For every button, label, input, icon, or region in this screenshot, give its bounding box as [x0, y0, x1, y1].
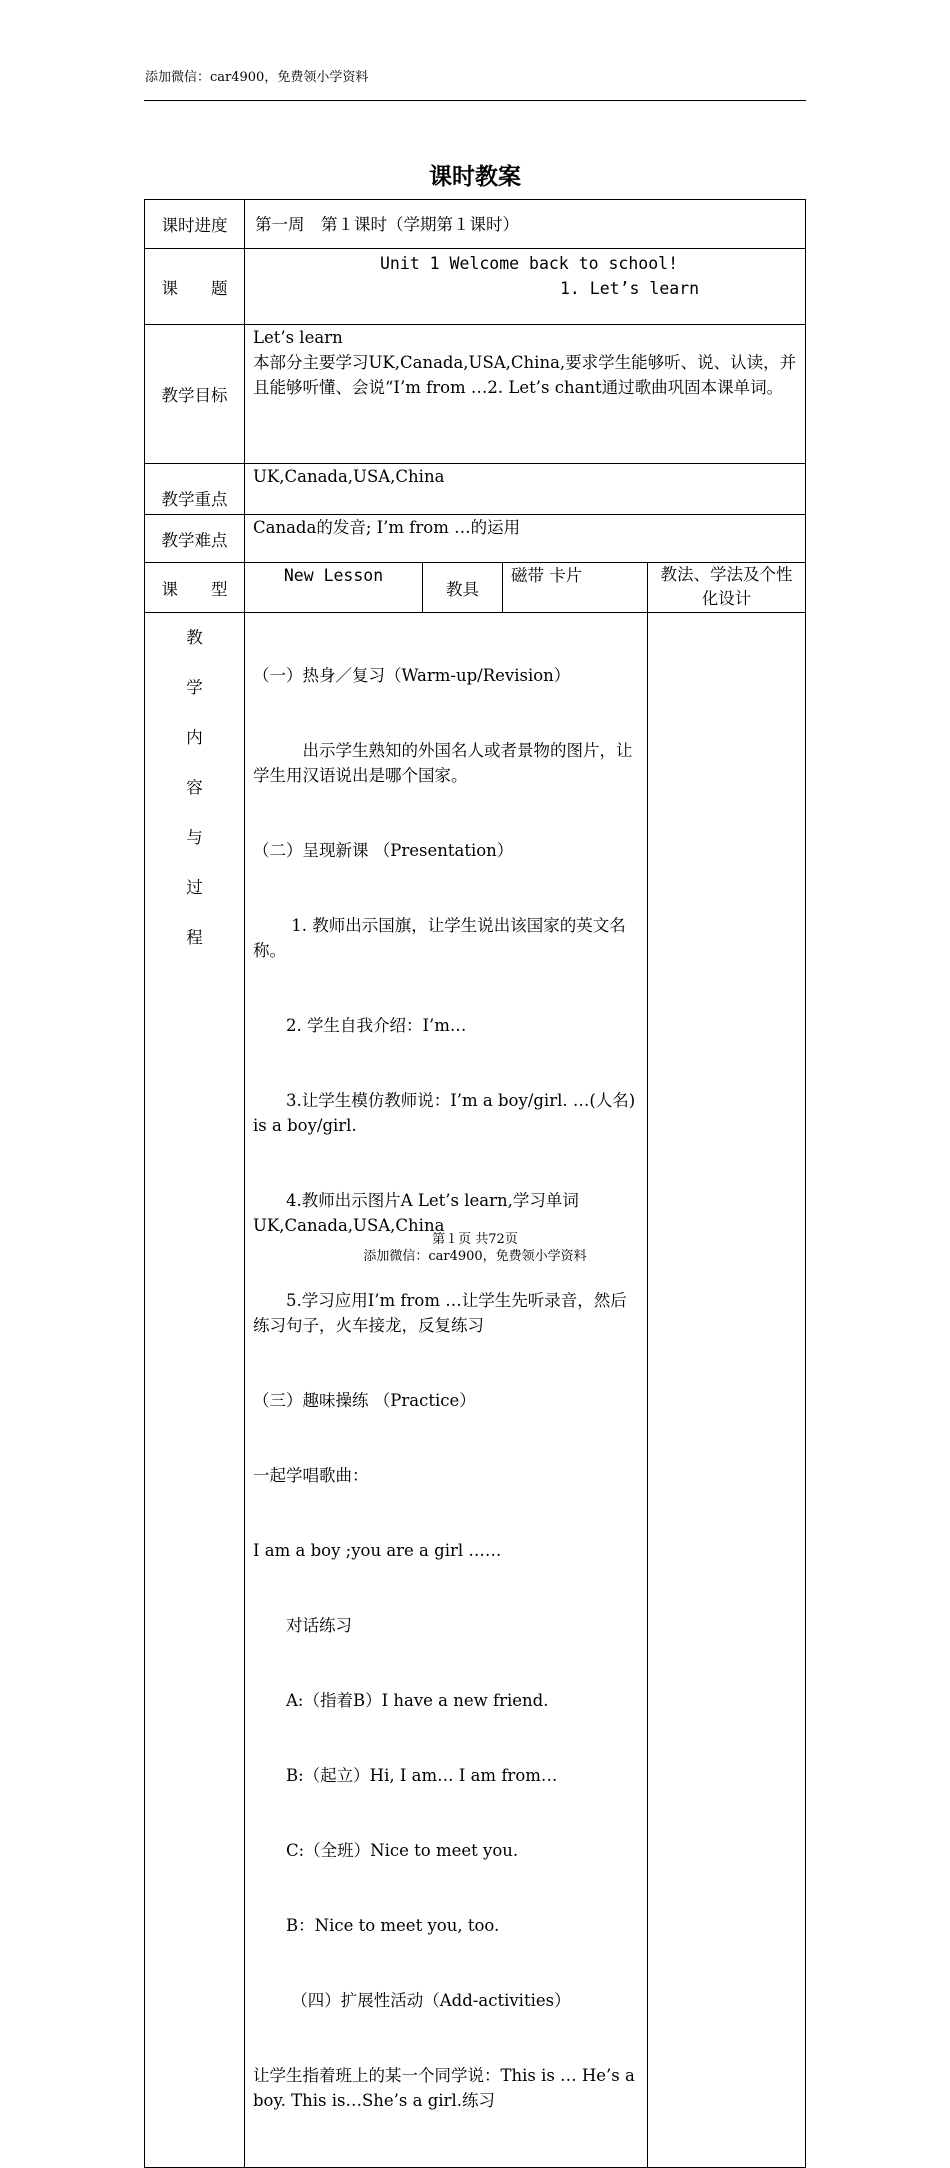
process-line: 5.学习应用I’m from …让学生先听录音，然后练习句子，火车接龙，反复练习: [253, 1291, 627, 1335]
row-process: [145, 613, 806, 2168]
lesson-type-label: 课 型: [145, 563, 245, 613]
objectives-label: 教学目标: [145, 325, 245, 464]
process-line: （三）趣味操练 （Practice）: [253, 1391, 476, 1410]
process-label-char: 学: [186, 678, 203, 697]
difficulties-label: 教学难点: [145, 515, 245, 563]
process-line: B：Nice to meet you, too.: [253, 1916, 500, 1935]
key-points-label: 教学重点: [145, 464, 245, 515]
tools-value: 磁带 卡片: [511, 566, 583, 585]
lesson-plan-table: [144, 199, 806, 2168]
footer-note: 添加微信：car4900，免费领小学资料: [363, 1249, 587, 1264]
process-line: A:（指着B）I have a new friend.: [253, 1691, 549, 1710]
lesson-type-value: New Lesson: [283, 566, 384, 585]
process-line: B:（起立）Hi, I am… I am from…: [253, 1766, 558, 1785]
process-label-char: 教: [186, 628, 203, 647]
row-objectives: [145, 325, 806, 464]
row-difficulties: [145, 515, 806, 563]
process-line: （二）呈现新课 （Presentation）: [253, 841, 514, 860]
topic-label: 课 题: [145, 249, 245, 325]
process-line: 对话练习: [253, 1616, 352, 1635]
process-label-char: 过: [186, 878, 203, 897]
process-line: 出示学生熟知的外国名人或者景物的图片，让学生用汉语说出是哪个国家。: [253, 741, 633, 785]
key-points-text: UK,Canada,USA,China: [253, 467, 445, 486]
process-line: 1. 教师出示国旗，让学生说出该国家的英文名称。: [253, 916, 626, 960]
progress-value: 第一周 第１课时（学期第１课时）: [255, 214, 519, 234]
process-content: [245, 613, 647, 2167]
method-column-blank: [648, 613, 806, 2168]
process-label-char: 与: [186, 828, 203, 847]
process-line: 让学生指着班上的某一个同学说：This is … He’s a boy. This is…She’s a girl.练习: [253, 2066, 641, 2110]
process-label-char: 内: [186, 728, 203, 747]
row-progress: [145, 200, 806, 249]
progress-label: 课时进度: [145, 200, 245, 249]
process-line: 4.教师出示图片A Let’s learn,学习单词UK,Canada,USA,China: [253, 1191, 579, 1235]
process-line: I am a boy ;you are a girl ……: [253, 1541, 502, 1560]
row-lesson-type: [145, 563, 806, 613]
process-label-char: 容: [186, 778, 203, 797]
topic-unit: Unit 1 Welcome back to school!: [380, 254, 679, 273]
tools-label: 教具: [423, 563, 503, 613]
process-line: （四）扩展性活动（Add-activities）: [253, 1991, 571, 2010]
row-key-points: [145, 464, 806, 515]
header-rule: [144, 100, 806, 101]
process-line: 3.让学生模仿教师说：I’m a boy/girl. …(人名) is a boy/girl.: [253, 1091, 641, 1135]
page-title: 课时教案: [429, 164, 521, 190]
difficulties-text: Canada的发音; I’m from …的运用: [253, 518, 521, 537]
topic-lesson: 1. Let’s learn: [560, 279, 700, 298]
process-label: [145, 613, 244, 963]
process-line: （一）热身／复习（Warm-up/Revision）: [253, 666, 571, 685]
footer-page-number: 第１页 共72页: [432, 1232, 518, 1247]
header-note: 添加微信：car4900，免费领小学资料: [145, 70, 369, 85]
method-header: 教法、学法及个性化设计: [660, 565, 793, 608]
row-topic: [145, 249, 806, 325]
objectives-text: Let’s learn 本部分主要学习UK,Canada,USA,China,要求学生能够听、说、认读，并且能够听懂、会说“I’m from …2. Let’s chant通过歌曲巩固本课单词。: [253, 328, 797, 397]
process-label-char: 程: [186, 928, 203, 947]
process-line: 一起学唱歌曲：: [253, 1466, 369, 1485]
process-line: 2. 学生自我介绍：I’m…: [253, 1016, 467, 1035]
process-line: C:（全班）Nice to meet you.: [253, 1841, 519, 1860]
